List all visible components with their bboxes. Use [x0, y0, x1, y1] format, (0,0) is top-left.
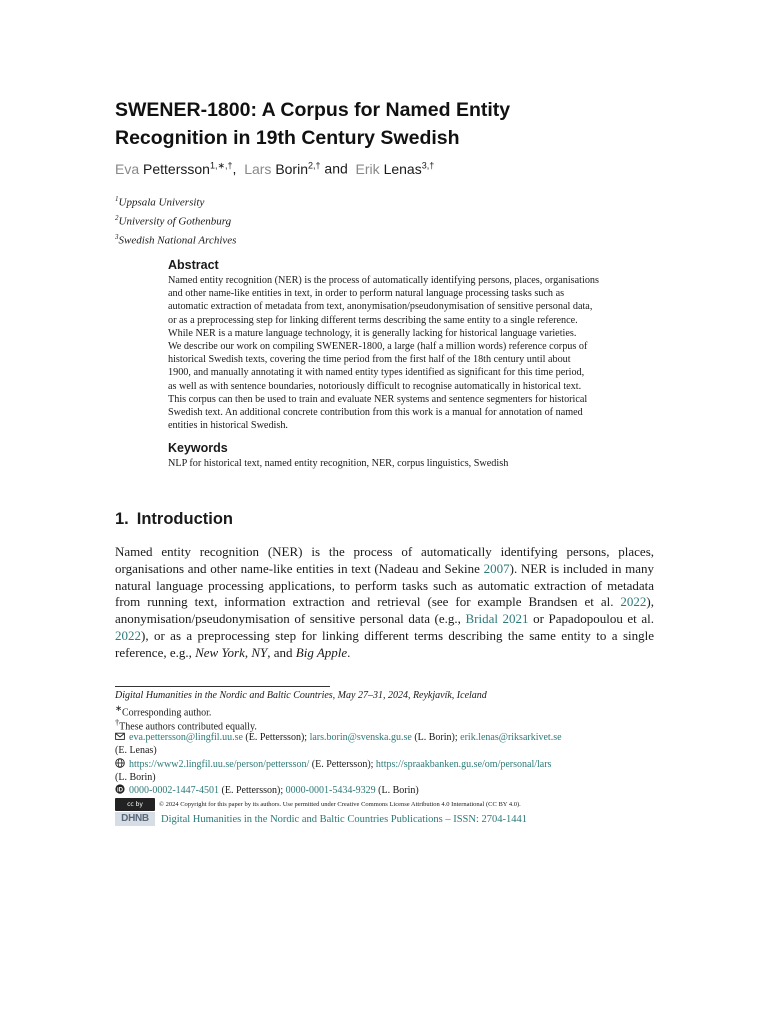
email-link[interactable]: erik.lenas@riksarkivet.se	[460, 732, 562, 743]
abstract-line: historical Swedish texts, covering the time period from the first half of the 18th century until about	[168, 354, 571, 366]
abstract-line: automatic extraction of metadata from text, anonymisation/pseudonymisation of sensitive personal data,	[168, 301, 593, 313]
abstract-line: as well as with sentence boundaries, notoriously difficult to recognise automatically in historical text.	[168, 380, 582, 392]
title-line-2: Recognition in 19th Century Swedish	[115, 127, 460, 149]
publication-footnote	[115, 812, 655, 826]
example-term: New York	[195, 644, 245, 660]
author-3: Erik Lenas$^{3,\dagger}$	[355, 160, 435, 177]
website-link[interactable]: https://spraakbanken.gu.se/om/personal/lars	[375, 759, 552, 770]
affiliation-1: $^1$Uppsala University	[115, 195, 205, 209]
affiliation-3: $^3$Swedish National Archives	[115, 233, 237, 247]
website-link[interactable]: https://www2.lingfil.uu.se/person/pettersson/	[129, 759, 310, 770]
affiliations	[115, 192, 236, 249]
copyright-text: © 2024 Copyright for this paper by its authors. Use permitted under Creative Commons License Attribution 4.0 International (CC BY 4.0).	[159, 801, 521, 808]
citation-link[interactable]: 2022	[115, 627, 141, 643]
globe-icon	[115, 758, 125, 768]
section-heading	[115, 510, 233, 529]
cc-by-badge[interactable]: cc by	[115, 798, 155, 811]
author-2: Lars Borin$^{2,\dagger}$	[244, 160, 321, 177]
title-line-1: SWENER-1800: A Corpus for Named Entity	[115, 99, 511, 121]
author-list: Eva Pettersson$^{1,∗,\dagger}$, Lars Borin$^{2,\dagger}$ and Erik Lenas$^{3,\dagger}$	[115, 160, 435, 177]
citation-link[interactable]: Bridal 2021	[465, 611, 529, 627]
paper-title	[115, 96, 675, 152]
publication-link[interactable]: Digital Humanities in the Nordic and Baltic Countries Publications – ISSN: 2704-1441	[161, 813, 528, 825]
footnote-rule	[115, 686, 330, 687]
orcid-link[interactable]: 0000-0002-1447-4501	[129, 785, 219, 796]
corresponding-footnote: ∗Corresponding author.	[115, 704, 212, 719]
envelope-icon	[115, 731, 125, 741]
equal-contribution-footnote: †These authors contributed equally.	[115, 718, 257, 733]
keywords-text: NLP for historical text, named entity recognition, NER, corpus linguistics, Swedish	[168, 458, 509, 469]
affiliation-2: $^2$University of Gothenburg	[115, 214, 232, 228]
abstract-line: entities in historical Swedish.	[168, 420, 288, 432]
dhnb-logo: DHNB	[115, 812, 155, 826]
svg-text:iD: iD	[117, 787, 123, 794]
orcid-icon	[115, 784, 125, 794]
abstract-line: 1900, and manually annotating it with named entity types identified as significant for this time period,	[168, 367, 585, 379]
venue-footnote: Digital Humanities in the Nordic and Baltic Countries, May 27–31, 2024, Reykjavík, Iceland	[115, 690, 487, 701]
abstract-line: We describe our work on compiling SWENER-1800, a large (half a million words) reference corpus of	[168, 341, 588, 353]
author-1: Eva Pettersson$^{1,∗,\dagger}$	[115, 160, 233, 177]
abstract-line: This corpus can then be used to train and evaluate NER systems and sentence segmenters for historical	[168, 393, 588, 405]
email-footnote: eva.pettersson@lingfil.uu.se (E. Pettersson); lars.borin@svenska.gu.se (L. Borin); erik.lenas@riksarkivet.se (E. Lenas)	[115, 732, 562, 756]
citation-link[interactable]: 2007	[483, 560, 510, 576]
abstract-line: Named entity recognition (NER) is the process of automatically identifying persons, places, organisations	[168, 275, 599, 286]
section-title: Introduction	[136, 510, 233, 528]
abstract-line: While NER is a mature language technology, it is generally lacking for historical language varieties.	[168, 327, 577, 339]
example-term: NY	[251, 644, 268, 660]
email-link[interactable]: eva.pettersson@lingfil.uu.se	[129, 732, 243, 743]
email-link[interactable]: lars.borin@svenska.gu.se	[309, 732, 412, 743]
abstract-line: and other name-like entities in text, in order to perform natural language processing tasks such as	[168, 288, 565, 300]
abstract-line: Swedish text. An additional concrete contribution from this work is a manual for annotation of named	[168, 407, 583, 419]
citation-link[interactable]: 2022	[620, 594, 647, 610]
intro-paragraph: Named entity recognition (NER) is the process of automatically identifying persons, places, organisations and other name-like entities in text (Nadeau and Sekine 2007). NER is included in many natural language processing applications, to perform tasks such as automatic extraction of metadata from running text, information extraction and retrieval (see for example Brandsen et al. 2022), anonymisation/pseudonymisation of sensitive personal data (e.g., Bridal 2021 or Papadopoulou et al. 2022), or as a preprocessing step for linking different terms describing the same entity to a single reference, e.g., New York, NY, and Big Apple.	[115, 544, 655, 660]
example-term: Big Apple	[295, 644, 348, 660]
abstract-heading: Abstract	[168, 258, 219, 272]
abstract-body	[168, 274, 654, 432]
website-footnote: https://www2.lingfil.uu.se/person/pettersson/ (E. Pettersson); https://spraakbanken.gu.se/om/personal/lars (L. Borin)	[115, 759, 552, 783]
section-number: 1.	[115, 510, 129, 528]
abstract-line: or as a preprocessing step for linking different terms describing the same entity to a single reference.	[168, 314, 578, 326]
orcid-footnote: iD 0000-0002-1447-4501 (E. Pettersson); 0000-0001-5434-9329 (L. Borin)	[117, 785, 419, 796]
keywords-heading: Keywords	[168, 441, 228, 455]
orcid-link[interactable]: 0000-0001-5434-9329	[285, 785, 376, 796]
license-footnote	[115, 798, 655, 811]
